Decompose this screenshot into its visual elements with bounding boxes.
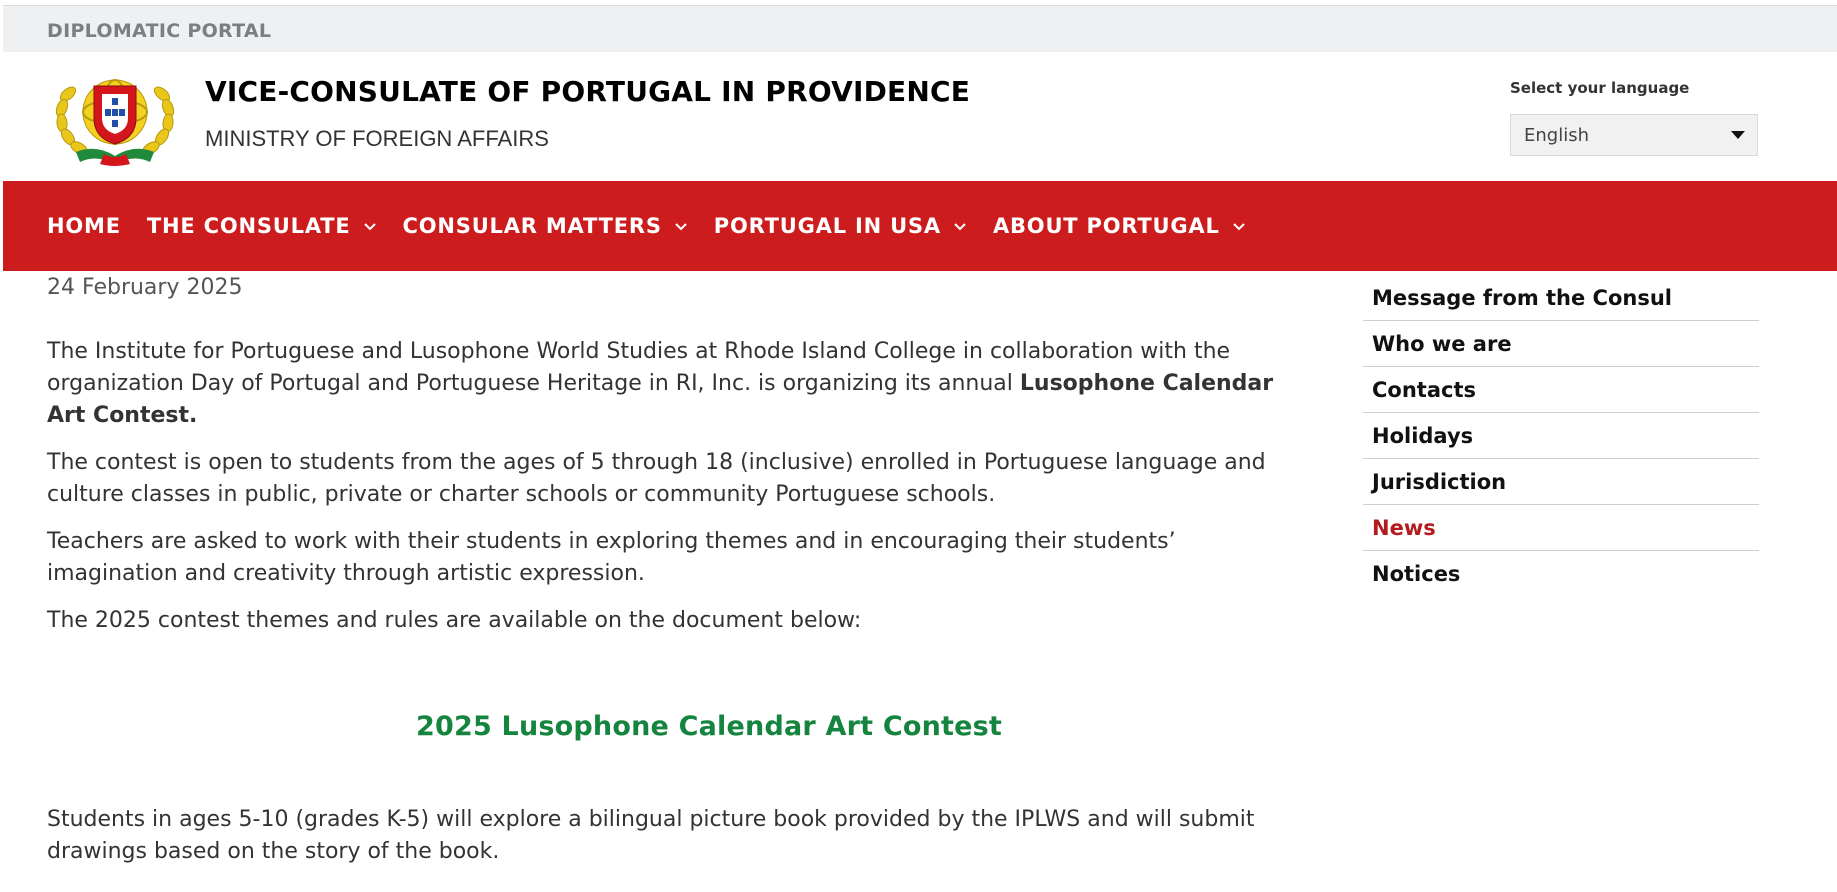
article-body xyxy=(47,336,1287,652)
contest-name-bold: Lusophone Calendar Art Contest. xyxy=(47,371,1274,428)
article-paragraph: The 2025 contest themes and rules are available on the document below: xyxy=(47,608,862,633)
nav-item-label: CONSULAR MATTERS xyxy=(402,214,662,238)
main-navigation xyxy=(3,181,1837,271)
contest-document-link[interactable]: 2025 Lusophone Calendar Art Contest xyxy=(416,711,1003,742)
sidebar-item-notices[interactable]: Notices xyxy=(1372,562,1461,586)
language-label: Select your language xyxy=(1510,79,1690,97)
sidebar-item-who-we-are[interactable]: Who we are xyxy=(1363,321,1759,367)
chevron-down-icon xyxy=(953,219,967,233)
sidebar-item-jurisdiction[interactable]: Jurisdiction xyxy=(1363,459,1759,505)
article-paragraph: Students in ages 5-10 (grades K-5) will explore a bilingual picture book provided by the IPLWS and will submit drawings based on the story of the book. xyxy=(47,807,1255,864)
article-paragraph xyxy=(47,336,1287,432)
site-header xyxy=(0,52,1837,181)
nav-list xyxy=(47,214,1272,238)
nav-item-about-portugal[interactable] xyxy=(993,214,1246,238)
nav-item-the-consulate[interactable] xyxy=(147,214,377,238)
portuguese-coat-of-arms-icon[interactable] xyxy=(46,64,184,168)
portal-name[interactable]: DIPLOMATIC PORTAL xyxy=(47,20,272,42)
language-select[interactable] xyxy=(1510,114,1758,156)
sidebar-item-holidays[interactable]: Holidays xyxy=(1363,413,1759,459)
chevron-down-icon xyxy=(1232,219,1246,233)
chevron-down-icon xyxy=(674,219,688,233)
article-paragraph: Teachers are asked to work with their students in exploring themes and in encouraging their students’ imagination and creativity through artistic expression. xyxy=(47,529,1176,586)
paragraph-text: The Institute for Portuguese and Lusophone World Studies at Rhode Island College in collaboration with the organization Day of Portugal and Portuguese Heritage in RI, Inc. is organizing its annual xyxy=(47,339,1231,396)
nav-item-label: ABOUT PORTUGAL xyxy=(992,214,1220,238)
sidebar-item-message-from-the-consul[interactable]: Message from the Consul xyxy=(1363,275,1759,321)
site-title[interactable]: VICE-CONSULATE OF PORTUGAL IN PROVIDENCE xyxy=(205,75,971,108)
nav-item-home[interactable] xyxy=(47,214,121,238)
caret-down-icon xyxy=(1731,131,1745,139)
nav-item-label: HOME xyxy=(47,214,121,238)
chevron-down-icon xyxy=(363,219,377,233)
sidebar-item-news[interactable]: News xyxy=(1363,505,1759,551)
nav-item-label: PORTUGAL IN USA xyxy=(713,214,941,238)
site-subtitle: MINISTRY OF FOREIGN AFFAIRS xyxy=(205,126,549,151)
nav-item-portugal-in-usa[interactable] xyxy=(714,214,967,238)
top-utility-bar xyxy=(3,5,1837,52)
article-date: 24 February 2025 xyxy=(47,275,243,300)
nav-item-label: THE CONSULATE xyxy=(146,214,351,238)
section-sidebar-menu xyxy=(1363,275,1759,597)
language-selected-value: English xyxy=(1524,124,1589,146)
article-paragraph: The contest is open to students from the ages of 5 through 18 (inclusive) enrolled in Portuguese language and culture classes in public, private or charter schools or community Portuguese schools. xyxy=(47,450,1266,507)
nav-item-consular-matters[interactable] xyxy=(403,214,688,238)
sidebar-item-contacts[interactable]: Contacts xyxy=(1363,367,1759,413)
